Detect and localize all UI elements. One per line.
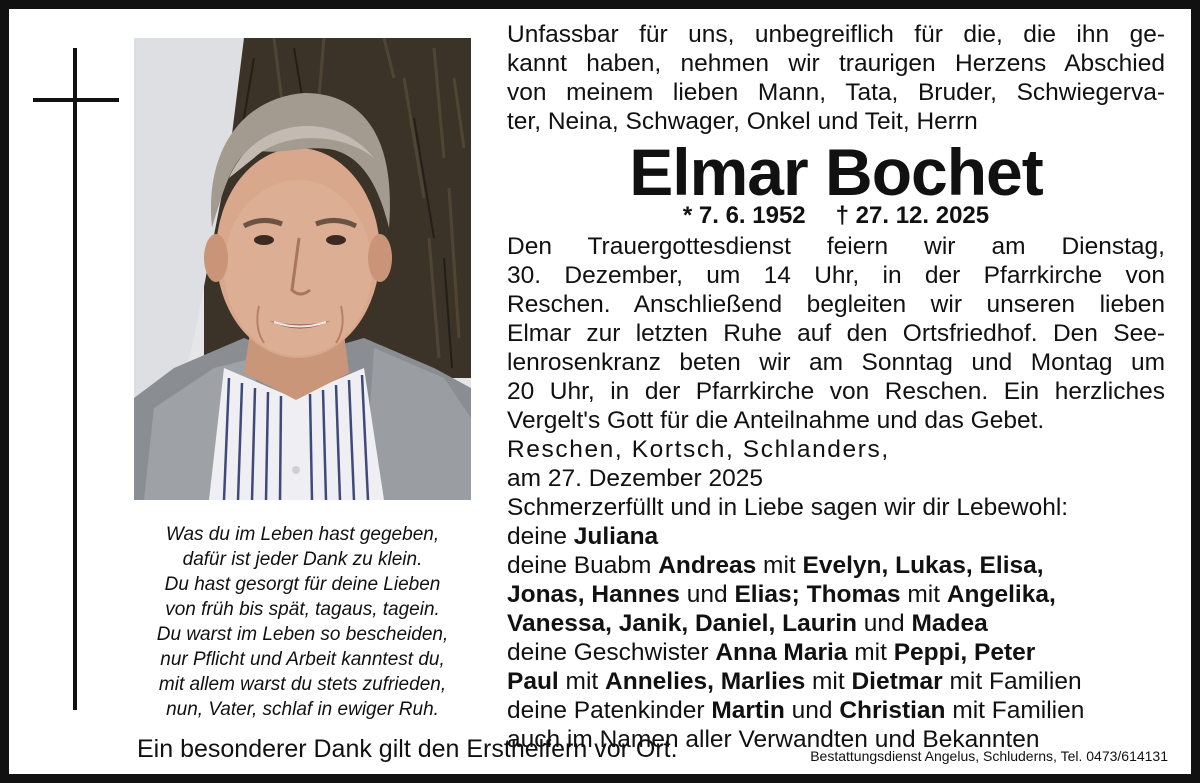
service-line: Reschen. Anschließend begleiten wir unseren lieben [507, 291, 1165, 318]
cross-icon [33, 48, 119, 710]
portrait-photo [134, 38, 471, 500]
thanks-line: Ein besonderer Dank gilt den Ersthelfern vor Ort. [137, 735, 678, 763]
memorial-poem [130, 522, 475, 722]
poem-line: dafür ist jeder Dank zu klein. [182, 549, 423, 570]
places: Reschen, Kortsch, Schlanders, [507, 436, 890, 463]
poem-line: Du hast gesorgt für deine Lieben [164, 574, 441, 595]
mourner-line-relatives: auch im Namen aller Verwandten und Bekannten [507, 726, 1040, 753]
death-date: † 27. 12. 2025 [835, 202, 990, 229]
cross-horizontal-bar [33, 98, 119, 102]
poem-line: nun, Vater, schlaf in ewiger Ruh. [166, 699, 439, 720]
mourner-line-godchildren: deine Patenkinder Martin und Christian mit Familien [507, 697, 1085, 724]
service-line: Vergelt's Gott für die Anteilnahme und das Gebet. [507, 407, 1045, 434]
intro-line: kannt haben, nehmen wir traurigen Herzens Abschied [507, 50, 1165, 77]
notice-date: am 27. Dezember 2025 [507, 465, 764, 492]
service-line: lenrosenkranz beten wir am Sonntag und Montag um [507, 349, 1165, 376]
birth-date: * 7. 6. 1952 [682, 202, 806, 229]
service-line: 30. Dezember, um 14 Uhr, in der Pfarrkirche von [507, 262, 1165, 289]
poem-line: von früh bis spät, tagaus, tagein. [165, 599, 440, 620]
poem-line: nur Pflicht und Arbeit kanntest du, [160, 649, 445, 670]
intro-line: Unfassbar für uns, unbegreiflich für die, die ihn ge- [507, 21, 1165, 48]
deceased-name: Elmar Bochet [629, 135, 1043, 209]
poem-line: mit allem warst du stets zufrieden, [158, 674, 447, 695]
mourner-line-wife: deine Juliana [507, 523, 659, 550]
intro-line: von meinem lieben Mann, Tata, Bruder, Schwiegerva- [507, 79, 1165, 106]
poem-line: Du warst im Leben so bescheiden, [156, 624, 449, 645]
farewell-line: Schmerzerfüllt und in Liebe sagen wir dir Lebewohl: [507, 494, 1069, 521]
mourner-line-siblings: deine Geschwister Anna Maria mit Peppi, Peter [507, 639, 1036, 666]
life-dates [507, 202, 1165, 230]
service-line: 20 Uhr, in der Pfarrkirche von Reschen. Ein herzliches [507, 378, 1165, 405]
notice-text-column [507, 20, 1167, 754]
cross-vertical-bar [73, 48, 77, 710]
mourner-line-grandchildren: Vanessa, Janik, Daniel, Laurin und Madea [507, 610, 988, 637]
mourner-line-siblings: Paul mit Annelies, Marlies mit Dietmar mit Familien [507, 668, 1082, 695]
mourner-line-grandchildren: Jonas, Hannes und Elias; Thomas mit Angelika, [507, 581, 1056, 608]
intro-line: ter, Neina, Schwager, Onkel und Teit, Herrn [507, 108, 978, 135]
wife-name: Juliana [573, 523, 659, 550]
poem-line: Was du im Leben hast gegeben, [165, 524, 440, 545]
funeral-home: Bestattungsdienst Angelus, Schluderns, Tel. 0473/614131 [810, 748, 1168, 764]
service-line: Elmar zur letzten Ruhe auf den Ortsfriedhof. Den See- [507, 320, 1165, 347]
service-line: Den Trauergottesdienst feiern wir am Dienstag, [507, 233, 1165, 260]
mourner-line-sons: deine Buabm Andreas mit Evelyn, Lukas, Elisa, [507, 552, 1044, 579]
